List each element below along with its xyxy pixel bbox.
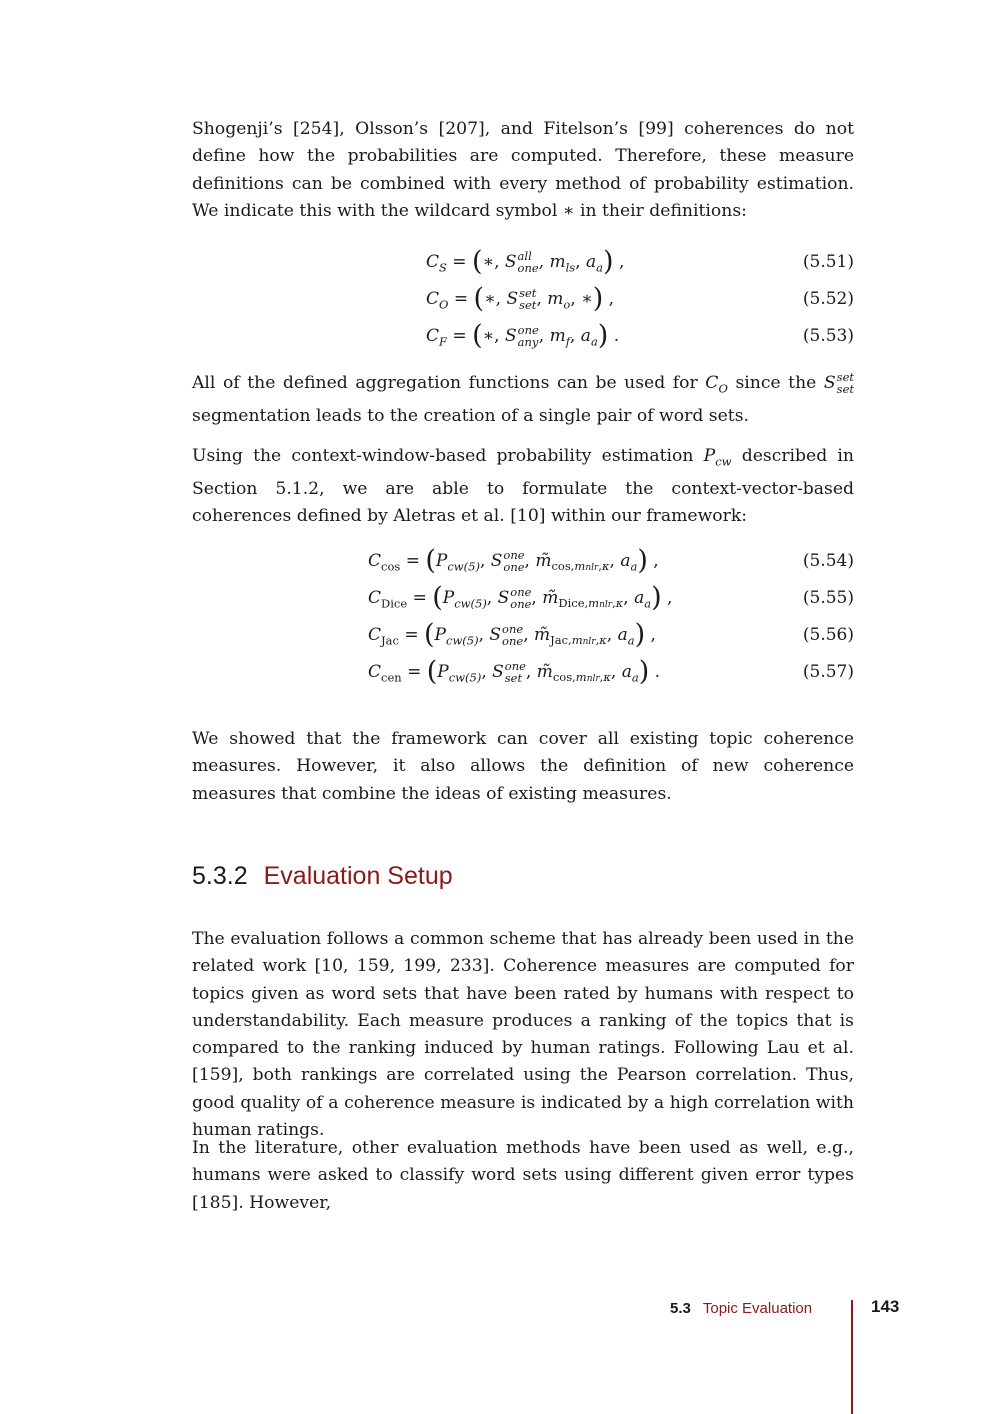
paragraph-framework-summary: We showed that the framework can cover all existing topic coherence measures. However, it also allows the definition of new coherence measures that combine the ideas of existing measures. <box>192 729 854 804</box>
equation-5-51: $C_S$ = (∗, S all one , $m_{ls}$, $a_a$) , (5.51) <box>426 246 854 277</box>
equation-5-57: $C_{cen} = (P_{cw(5)}$, S one set , $m̃_{cos,mnlr,\kappa}$, $a_a$) . (5.57) <box>368 656 854 687</box>
footer-divider <box>851 1300 853 1414</box>
paragraph-aggregation: All of the defined aggregation functions can be used for $C_O$ since the S set set segmentation leads to the creation of a single pair of word sets. <box>192 369 855 426</box>
equation-number: (5.55) <box>802 588 854 608</box>
paragraph-other-methods: In the literature, other evaluation methods have been used as well, e.g., humans were asked to classify word sets using different given error types [185]. However, <box>192 1138 854 1213</box>
equation-number: (5.51) <box>802 252 854 272</box>
section-number: 5.3.2 <box>192 862 248 890</box>
equation-5-52: $C_O$ = (∗, S set set , $m_o$, ∗) , (5.52) <box>426 283 854 314</box>
equation-number: (5.52) <box>802 289 854 309</box>
paragraph-evaluation-scheme: The evaluation follows a common scheme that has already been used in the related work [10, 159, 199, 233]. Coherence measures are computed for topics given as word sets that have been rated by humans with respect to understandability. Each measure produces a ranking of the topics that is compared to the ranking induced by human ratings. Following Lau et al. [159], both rankings are correlated using the Pearson correlation. Thus, good quality of a coherence measure is indicated by a high correlation with human ratings. <box>192 929 854 1141</box>
equation-number: (5.53) <box>802 326 854 346</box>
page-number: 143 <box>871 1297 900 1316</box>
equation-5-55: $C_{Dice} = (P_{cw(5)}$, S one one , $m̃_{Dice,mnlr,\kappa}$, $a_a$) , (5.55) <box>368 582 854 613</box>
footer-section-number: 5.3 <box>670 1300 691 1317</box>
equation-5-56: $C_{Jac} = (P_{cw(5)}$, S one one , $m̃_{Jac,mnlr,\kappa}$, $a_a$) , (5.56) <box>368 619 854 650</box>
equation-number: (5.56) <box>802 625 854 645</box>
equation-number: (5.57) <box>802 662 854 682</box>
paragraph-context-window: Using the context-window-based probability estimation $P_{cw}$ described in Section 5.1.2, we are able to formulate the context-vector-based coherences defined by Aletras et al. [10] within our framework: <box>192 446 854 527</box>
equation-5-53: $C_F$ = (∗, S one any , $m_f$, $a_a$) . (5.53) <box>426 320 854 351</box>
section-heading <box>192 862 453 891</box>
equation-number: (5.54) <box>802 551 854 571</box>
paragraph-coherence-intro: Shogenji’s [254], Olsson’s [207], and Fitelson’s [99] coherences do not define how the probabilities are computed. Therefore, these measure definitions can be combined with every method of probability estimation. We indicate this with the wildcard symbol ∗ in their definitions: <box>192 119 854 221</box>
equation-5-54: $C_{cos} = (P_{cw(5)}$, S one one , $m̃_{cos,mnlr,\kappa}$, $a_a$) , (5.54) <box>368 545 854 576</box>
footer-section-title: Topic Evaluation <box>702 1300 813 1317</box>
section-title: Evaluation Setup <box>263 862 453 890</box>
running-footer <box>670 1300 812 1317</box>
